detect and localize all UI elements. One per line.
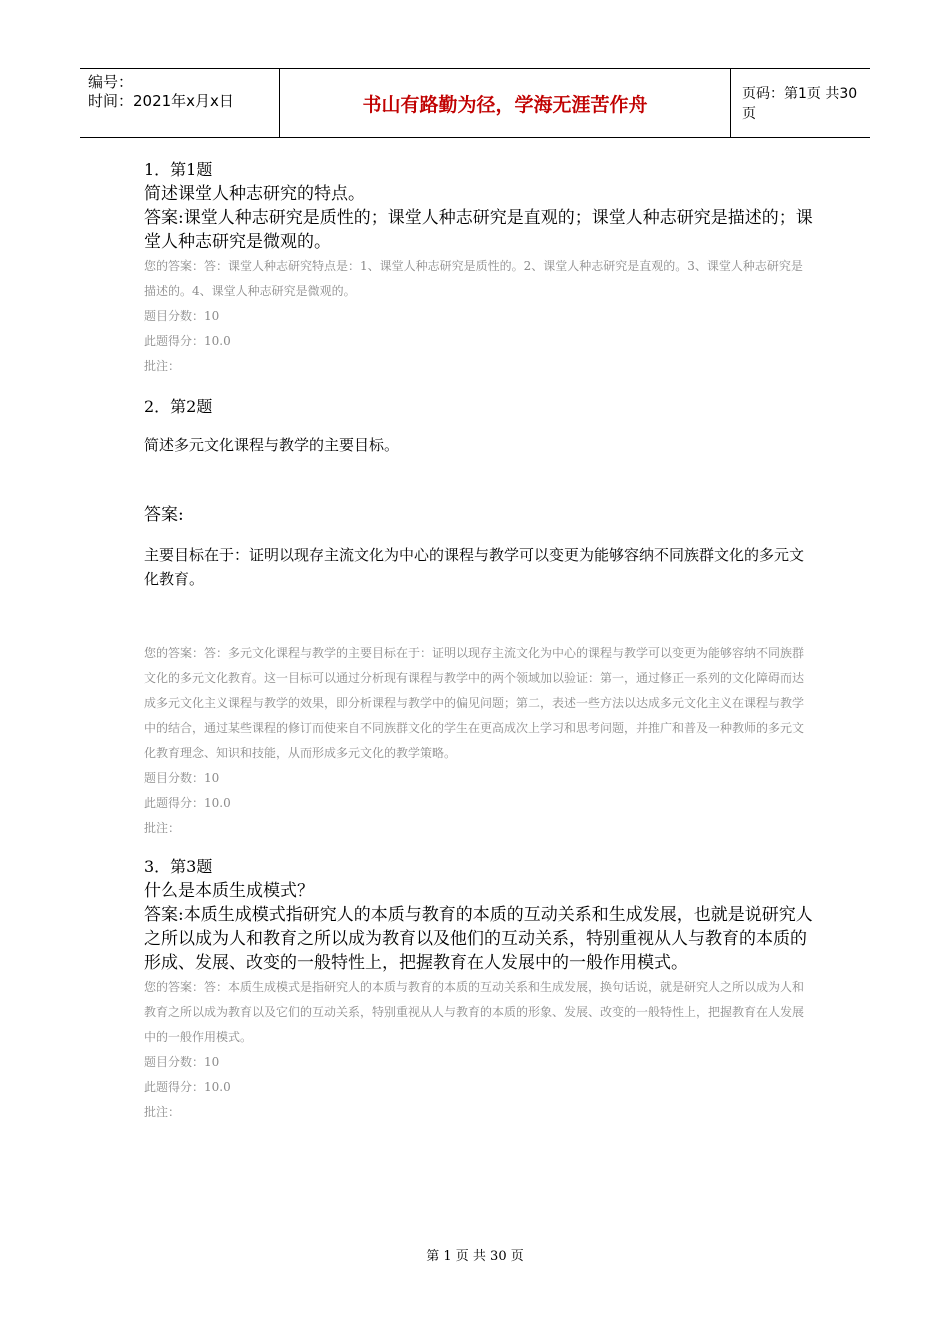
your-answer: 您的答案：答：本质生成模式是指研究人的本质与教育的本质的互动关系和生成发展，换句话说，就是研究人之所以成为人和教育之所以成为教育以及它们的互动关系，特别重视从人与教育的本质的形象、发展、改变的一般特性上，把握教育在人发展中的一般作用模式。 bbox=[144, 980, 805, 1044]
answer-label: 答案: bbox=[144, 505, 184, 525]
question-text: 什么是本质生成模式？ bbox=[144, 881, 314, 901]
your-answer: 您的答案：答：多元文化课程与教学的主要目标在于：证明以现存主流文化为中心的课程与教学可以变更为能够容纳不同族群文化的多元文化教育。这一目标可以通过分析现有课程与教学中的两个领域加以验证：第一，通过修正一系列的文化障碍而达成多元文化主义课程与教学的效果，即分析课程与教学中的偏见问题；第二，表述一些方法以达成多元文化主义在课程与教学中的结合，通过某些课程的修订而使来自不同族群文化的学生在更高成次上学习和思考问题，并推广和普及一种教师的多元文化教育理念、知识和技能，从而形成多元文化的教学策略。 bbox=[144, 646, 805, 760]
score-total: 题目分数：10 bbox=[144, 771, 220, 785]
page-footer: 第 1 页 共 30 页 bbox=[426, 1249, 524, 1264]
answer-text: 主要目标在于：证明以现存主流文化为中心的课程与教学可以变更为能够容纳不同族群文化的多元文化教育。 bbox=[144, 546, 805, 588]
question-2 bbox=[144, 395, 814, 841]
page-header bbox=[80, 68, 870, 138]
question-title: 1．第1题 bbox=[144, 160, 213, 179]
score-got: 此题得分：10.0 bbox=[144, 796, 231, 810]
question-1 bbox=[144, 158, 814, 379]
score-got: 此题得分：10.0 bbox=[144, 334, 231, 348]
score-total: 题目分数：10 bbox=[144, 1055, 220, 1069]
content bbox=[144, 158, 814, 1125]
score-got: 此题得分：10.0 bbox=[144, 1080, 231, 1094]
your-answer: 您的答案：答：课堂人种志研究特点是：1、课堂人种志研究是质性的。2、课堂人种志研究是直观的。3、课堂人种志研究是描述的。4、课堂人种志研究是微观的。 bbox=[144, 259, 803, 298]
serial-number-label: 编号： bbox=[88, 73, 134, 91]
answer-text: 答案:课堂人种志研究是质性的；课堂人种志研究是直观的；课堂人种志研究是描述的；课堂人种志研究是微观的。 bbox=[144, 208, 813, 252]
note: 批注： bbox=[144, 359, 181, 373]
note: 批注： bbox=[144, 1105, 181, 1119]
score-total: 题目分数：10 bbox=[144, 309, 220, 323]
date-label: 时间：2021年x月x日 bbox=[88, 92, 234, 110]
question-text: 简述多元文化课程与教学的主要目标。 bbox=[144, 436, 400, 454]
question-title: 2．第2题 bbox=[144, 397, 213, 416]
page-indicator: 页码：第1页 共30页 bbox=[742, 86, 858, 122]
question-3 bbox=[144, 855, 814, 1125]
motto: 书山有路勤为径，学海无涯苦作舟 bbox=[280, 69, 731, 137]
question-text: 简述课堂人种志研究的特点。 bbox=[144, 184, 365, 204]
answer-text: 答案:本质生成模式指研究人的本质与教育的本质的互动关系和生成发展，也就是说研究人之所以成为人和教育之所以成为教育以及他们的互动关系，特别重视从人与教育的本质的形成、发展、改变的一般特性上，把握教育在人发展中的一般作用模式。 bbox=[144, 905, 813, 973]
question-title: 3．第3题 bbox=[144, 857, 213, 876]
note: 批注： bbox=[144, 821, 181, 835]
header-meta bbox=[80, 69, 280, 137]
